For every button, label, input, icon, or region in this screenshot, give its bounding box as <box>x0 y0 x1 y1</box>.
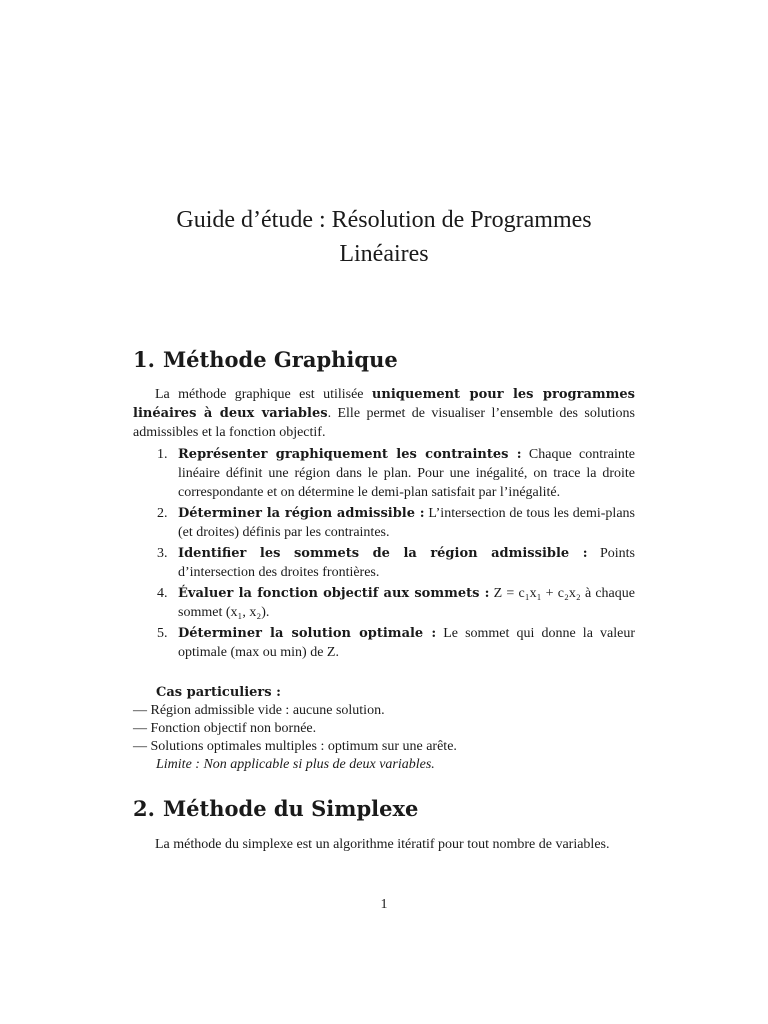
list-item-number: 4. <box>157 586 168 601</box>
section-1-number: 1. <box>133 347 155 372</box>
section-2-heading <box>133 796 418 822</box>
list-item-text: Points d’intersection des droites frontières. <box>178 546 635 580</box>
title-line-1: Guide d’étude : Résolution de Programmes <box>176 207 592 233</box>
list-item <box>133 544 635 582</box>
special-cases-title: Cas particuliers : <box>156 685 281 700</box>
list-item-number: 1. <box>157 447 168 462</box>
section-1-heading <box>133 347 398 373</box>
special-cases-heading-block <box>156 684 636 702</box>
list-item-title: Identifier les sommets de la région admissible : <box>178 546 588 561</box>
list-item-text: Z = c₁x₁ + c₂x₂ à chaque sommet (x₁, x₂). <box>178 586 635 620</box>
list-item-title: Déterminer la région admissible : <box>178 506 425 521</box>
section-2-number: 2. <box>133 796 155 821</box>
list-item <box>133 445 635 502</box>
intro-text-a: La méthode graphique est utilisée <box>155 387 372 402</box>
list-item-text: Le sommet qui donne la valeur optimale (max ou min) de Z. <box>178 626 635 660</box>
special-case-item: — Région admissible vide : aucune solution. <box>133 703 385 718</box>
list-item-title: Déterminer la solution optimale : <box>178 626 437 641</box>
special-case-item: — Solutions optimales multiples : optimum sur une arête. <box>133 739 457 754</box>
list-item-number: 5. <box>157 626 168 641</box>
section-2-title: Méthode du Simplexe <box>162 796 419 821</box>
page-number: 1 <box>380 897 388 912</box>
title-line-2: Linéaires <box>339 241 429 267</box>
intro-text-b: . Elle permet de visualiser l’ensemble des solutions admissibles et la fonction objectif. <box>133 406 635 440</box>
intro-emphasis: uniquement pour les programmes linéaires à deux variables <box>133 387 635 421</box>
list-item-number: 2. <box>157 506 168 521</box>
list-item-text: Chaque contrainte linéaire définit une région dans le plan. Pour une inégalité, on trace la droite correspondante et on détermine le demi-plan satisfait par l’inégalité. <box>178 447 635 500</box>
section-2-intro-text: La méthode du simplexe est un algorithme itératif pour tout nombre de variables. <box>155 837 610 852</box>
steps-list <box>133 445 635 664</box>
list-item-text: L’intersection de tous les demi-plans (et droites) définis par les contraintes. <box>178 506 635 540</box>
document-title <box>133 203 635 271</box>
section-1-title: Méthode Graphique <box>162 347 398 372</box>
list-item-title: Représenter graphiquement les contraintes : <box>178 447 522 462</box>
list-item-number: 3. <box>157 546 168 561</box>
list-item-title: Évaluer la fonction objectif aux sommets : <box>178 586 490 601</box>
list-item <box>133 504 635 542</box>
page <box>133 0 635 1024</box>
section-2-intro <box>133 835 635 854</box>
list-item <box>133 584 635 622</box>
special-case-item: — Fonction objectif non bornée. <box>133 721 317 736</box>
list-item <box>133 624 635 662</box>
section-1-intro <box>133 385 635 442</box>
limit-note: Limite : Non applicable si plus de deux variables. <box>156 757 435 772</box>
